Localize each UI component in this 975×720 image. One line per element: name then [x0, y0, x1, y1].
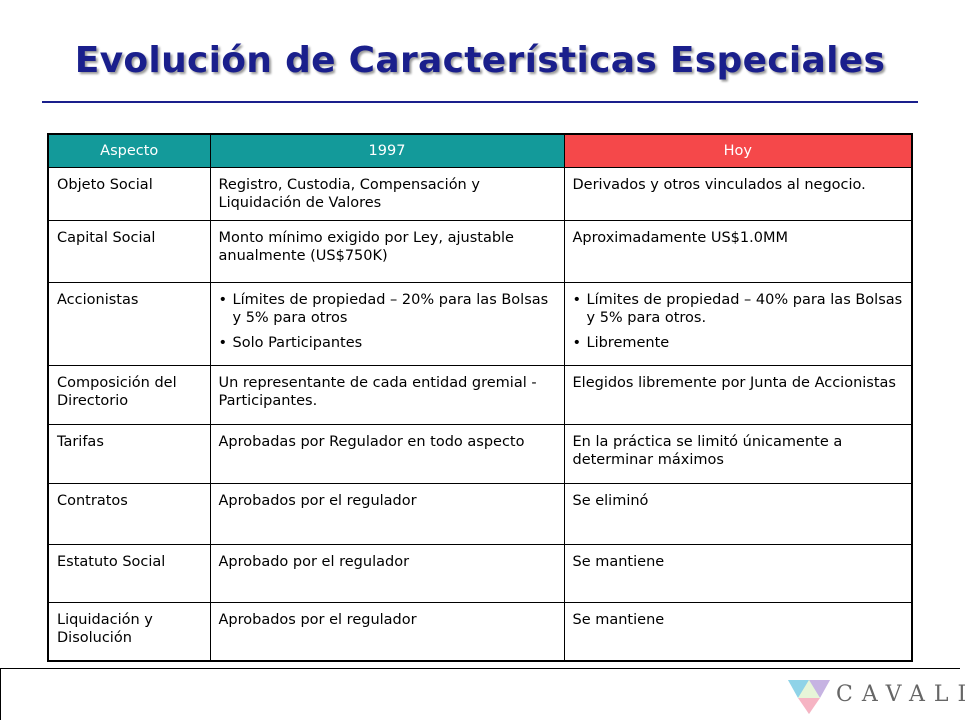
cell-1997: Un representante de cada entidad gremial - Participantes.: [210, 366, 564, 425]
cell-aspect: Composición del Directorio: [48, 366, 210, 425]
header-hoy: Hoy: [564, 134, 912, 168]
cell-1997: Aprobadas por Regulador en todo aspecto: [210, 425, 564, 484]
table-row: [48, 366, 912, 425]
bullet-item: • Libremente: [573, 334, 904, 352]
cell-today: Elegidos libremente por Junta de Accionistas: [564, 366, 912, 425]
table-row: [48, 221, 912, 283]
table-row: [48, 283, 912, 366]
cell-aspect: Accionistas: [48, 283, 210, 366]
cell-1997: Monto mínimo exigido por Ley, ajustable anualmente (US$750K): [210, 221, 564, 283]
cell-today: Aproximadamente US$1.0MM: [564, 221, 912, 283]
header-1997: 1997: [210, 134, 564, 168]
cell-aspect: Estatuto Social: [48, 545, 210, 603]
cell-aspect: Liquidación y Disolución: [48, 603, 210, 661]
table-header-row: [48, 134, 912, 168]
bullet-item: • Límites de propiedad – 20% para las Bolsas y 5% para otros: [219, 291, 556, 327]
cell-aspect: Objeto Social: [48, 168, 210, 221]
comparison-table: [47, 133, 913, 662]
cell-today: [564, 283, 912, 366]
table-row: [48, 545, 912, 603]
cell-today: Derivados y otros vinculados al negocio.: [564, 168, 912, 221]
cell-today: Se eliminó: [564, 484, 912, 545]
table-row: [48, 484, 912, 545]
logo-wordmark: CAVALI: [836, 682, 975, 707]
cell-1997: Aprobado por el regulador: [210, 545, 564, 603]
cell-today: En la práctica se limitó únicamente a determinar máximos: [564, 425, 912, 484]
bullet-item: • Solo Participantes: [219, 334, 556, 352]
cell-today: Se mantiene: [564, 603, 912, 661]
cell-1997: Registro, Custodia, Compensación y Liquidación de Valores: [210, 168, 564, 221]
cell-aspect: Tarifas: [48, 425, 210, 484]
table-row: [48, 425, 912, 484]
cell-today: Se mantiene: [564, 545, 912, 603]
header-aspecto: Aspecto: [48, 134, 210, 168]
bullet-item: • Límites de propiedad – 40% para las Bolsas y 5% para otros.: [573, 291, 904, 327]
slide-title: Evolución de Características Especiales: [74, 40, 886, 81]
table-row: [48, 603, 912, 661]
cell-aspect: Contratos: [48, 484, 210, 545]
bullet-list: [219, 291, 556, 352]
table-row: [48, 168, 912, 221]
cell-1997: Aprobados por el regulador: [210, 484, 564, 545]
cell-1997: [210, 283, 564, 366]
cell-aspect: Capital Social: [48, 221, 210, 283]
bullet-list: [573, 291, 904, 352]
title-underline: [42, 101, 918, 103]
cell-1997: Aprobados por el regulador: [210, 603, 564, 661]
